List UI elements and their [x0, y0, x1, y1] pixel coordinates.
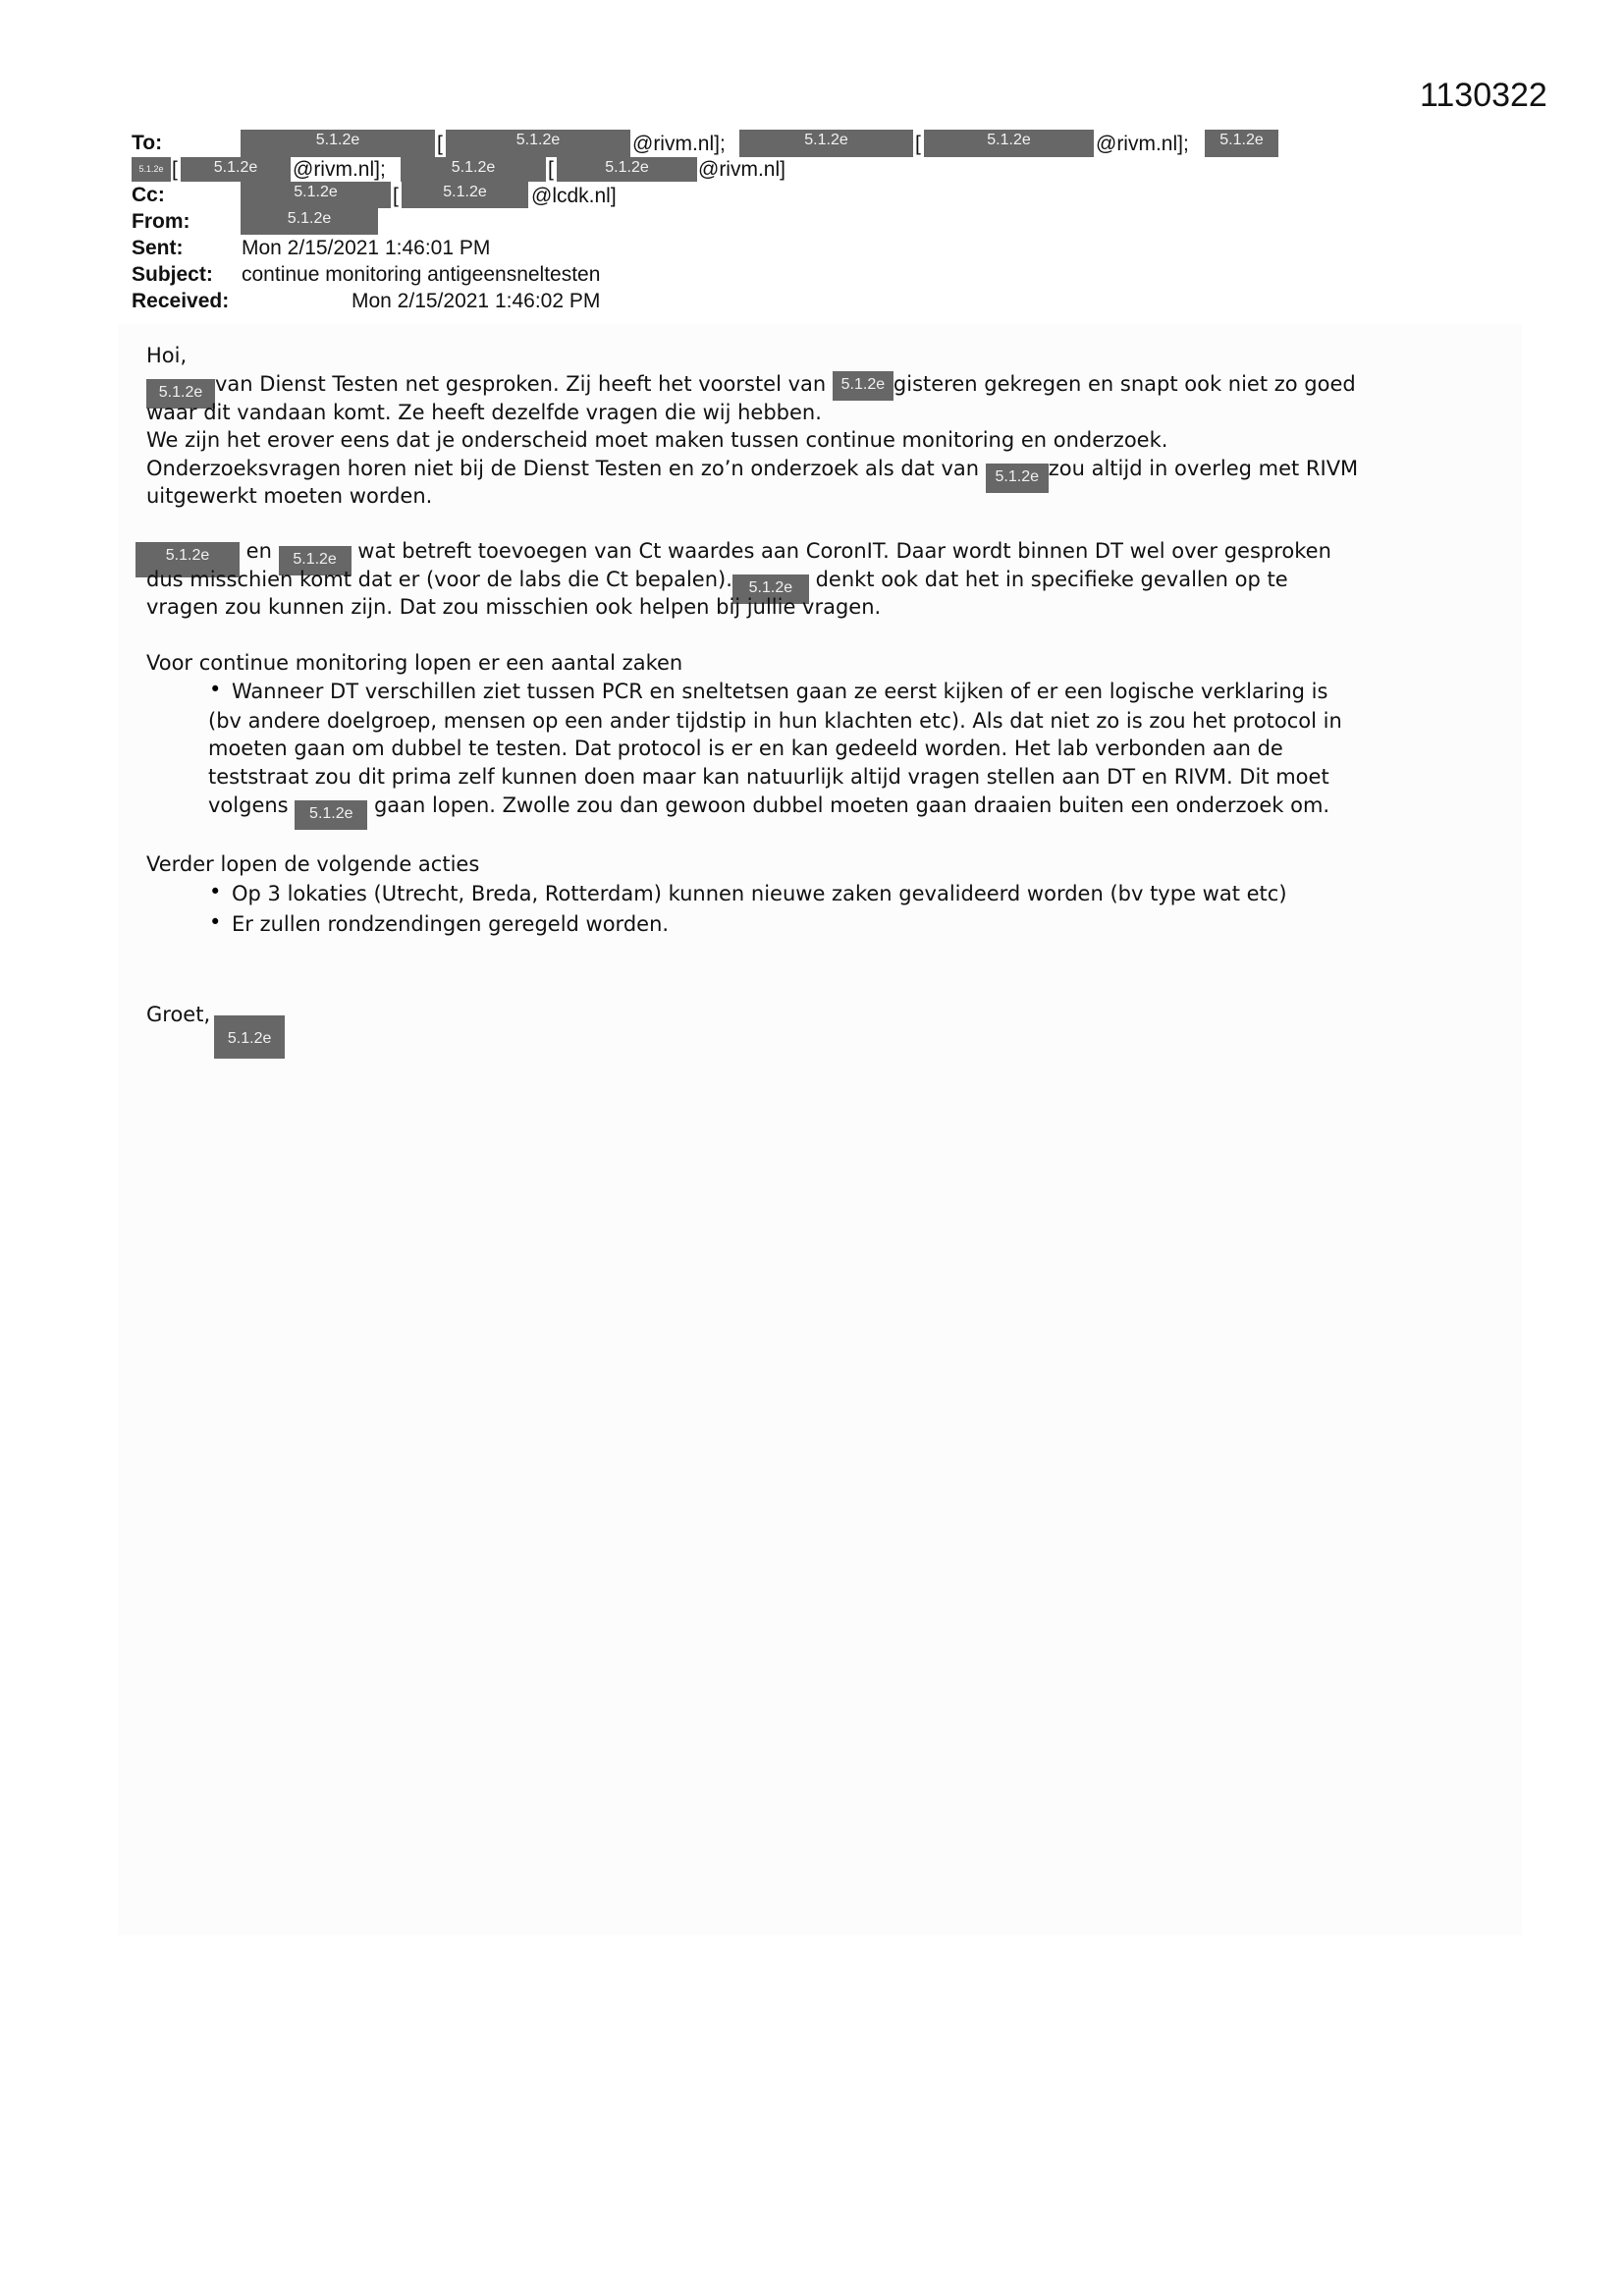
redaction-box: 5.1.2e: [446, 130, 630, 157]
body-line: We zijn het erover eens dat je onderscheid moet maken tussen continue monitoring en onderzoek.: [146, 428, 1168, 452]
redaction-box: 5.1.2e: [279, 546, 352, 575]
to-label: To:: [132, 132, 163, 154]
text: Groet,: [146, 1003, 211, 1026]
text: volgens: [208, 793, 296, 817]
bracket: [: [548, 158, 554, 181]
redaction-box: 5.1.2e: [557, 157, 697, 182]
text: wat betreft toevoegen van Ct waardes aan CoronIT. Daar wordt binnen DT wel over gesproken: [351, 539, 1331, 563]
redaction-box: 5.1.2e: [1205, 130, 1278, 157]
section-title: Voor continue monitoring lopen er een aantal zaken: [146, 651, 683, 675]
bullet-line: moeten gaan om dubbel te testen. Dat protocol is er en kan gedeeld worden. Het lab verbonden aan de: [208, 737, 1283, 760]
to-address-domain: @rivm.nl];: [1096, 133, 1189, 155]
bullet-line: (bv andere doelgroep, mensen op een ander tijdstip in hun klachten etc). Als dat niet zo is zou het protocol in: [208, 709, 1342, 733]
redaction-box: 5.1.2e: [132, 157, 171, 182]
text: van Dienst Testen net gesproken. Zij heeft het voorstel van: [215, 372, 833, 396]
subject-label: Subject:: [132, 263, 213, 286]
text: gisteren gekregen en snapt ook niet zo goed: [893, 372, 1356, 396]
text: gaan lopen. Zwolle zou dan gewoon dubbel moeten gaan draaien buiten een onderzoek om.: [367, 793, 1330, 817]
redaction-box: 5.1.2e: [924, 130, 1094, 157]
redaction-box: 5.1.2e: [732, 574, 809, 604]
text: denkt ook dat het in specifieke gevallen op te: [808, 568, 1288, 591]
from-label: From:: [132, 210, 190, 233]
text: zou altijd in overleg met RIVM: [1048, 457, 1359, 480]
bracket: [: [437, 133, 443, 155]
redaction-box: 5.1.2e: [739, 130, 913, 157]
bullet-line: Er zullen rondzendingen geregeld worden.: [232, 912, 670, 936]
received-label: Received:: [132, 290, 230, 312]
redaction-box: 5.1.2e: [241, 130, 435, 157]
text: Onderzoeksvragen horen niet bij de Dienst Testen en zo’n onderzoek als dat van: [146, 457, 986, 480]
received-value: Mon 2/15/2021 1:46:02 PM: [352, 290, 601, 312]
bullet-line: Op 3 lokaties (Utrecht, Breda, Rotterdam) kunnen nieuwe zaken gevalideerd worden (bv type wat etc): [232, 882, 1287, 905]
sent-value: Mon 2/15/2021 1:46:01 PM: [242, 237, 491, 259]
bracket: [: [915, 133, 921, 155]
redaction-box: 5.1.2e: [402, 182, 528, 208]
to-address-domain: @rivm.nl];: [632, 133, 726, 155]
cc-label: Cc:: [132, 184, 165, 206]
redaction-box: 5.1.2e: [241, 208, 378, 235]
redaction-box: 5.1.2e: [135, 542, 240, 577]
redaction-box: 5.1.2e: [295, 800, 367, 830]
body-line: uitgewerkt moeten worden.: [146, 484, 433, 508]
redaction-box: 5.1.2e: [146, 379, 215, 409]
to-address-domain: @rivm.nl];: [293, 158, 386, 181]
redaction-box: 5.1.2e: [241, 182, 391, 208]
section-title: Verder lopen de volgende acties: [146, 852, 480, 876]
text: dus misschien komt dat er (voor de labs die Ct bepalen).: [146, 568, 732, 591]
to-address-domain: @rivm.nl]: [698, 158, 785, 181]
redaction-box: 5.1.2e: [833, 371, 893, 401]
redaction-box: 5.1.2e: [986, 464, 1049, 493]
sent-label: Sent:: [132, 237, 184, 259]
redaction-box: 5.1.2e: [181, 157, 291, 182]
body-line: vragen zou kunnen zijn. Dat zou misschien ook helpen bij jullie vragen.: [146, 595, 882, 619]
redaction-box: 5.1.2e: [401, 157, 546, 182]
bullet-icon: •: [209, 910, 222, 934]
greeting: Hoi,: [146, 344, 188, 367]
bracket: [: [393, 185, 399, 207]
bullet-icon: •: [209, 880, 222, 903]
bracket: [: [172, 158, 178, 181]
document-number: 1130322: [1420, 77, 1547, 114]
bullet-line: teststraat zou dit prima zelf kunnen doen maar kan natuurlijk altijd vragen stellen aan DT en RIVM. Dit moet: [208, 765, 1329, 789]
redaction-box: 5.1.2e: [214, 1015, 285, 1059]
bullet-line: Wanneer DT verschillen ziet tussen PCR en sneltetsen gaan ze eerst kijken of er een logische verklaring is: [232, 680, 1328, 703]
body-line: waar dit vandaan komt. Ze heeft dezelfde vragen die wij hebben.: [146, 401, 822, 424]
text: en: [240, 539, 279, 563]
closing: [146, 1001, 285, 1059]
bullet-line: [208, 792, 1329, 830]
cc-address-domain: @lcdk.nl]: [531, 185, 617, 207]
subject-value: continue monitoring antigeensneltesten: [242, 263, 601, 286]
bullet-icon: •: [209, 678, 222, 701]
